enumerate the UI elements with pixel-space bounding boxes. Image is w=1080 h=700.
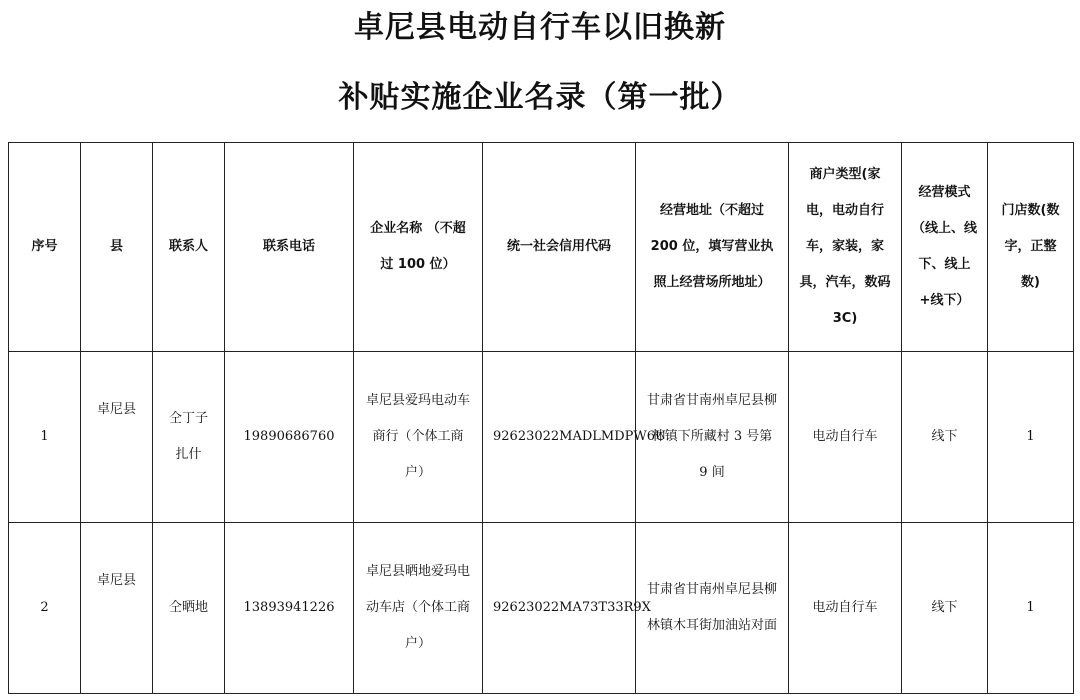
cell-county: 卓尼县 — [81, 352, 153, 523]
cell-merchant-type: 电动自行车 — [789, 352, 902, 523]
cell-credit-code: 92623022MADLMDPW6U — [483, 352, 636, 523]
table-row — [9, 352, 1074, 523]
cell-address: 甘肃省甘南州卓尼县柳林镇木耳街加油站对面 — [636, 523, 789, 694]
header-mode: 经营模式（线上、线下、线上+线下） — [902, 143, 988, 352]
enterprise-table — [8, 142, 1074, 694]
header-company: 企业名称 （不超过 100 位） — [354, 143, 483, 352]
header-merchant-type: 商户类型(家电，电动自行车，家装，家具，汽车，数码3C) — [789, 143, 902, 352]
header-stores: 门店数(数字，正整数) — [988, 143, 1074, 352]
cell-phone: 19890686760 — [225, 352, 354, 523]
header-address: 经营地址（不超过 200 位，填写营业执照上经营场所地址） — [636, 143, 789, 352]
cell-mode: 线下 — [902, 523, 988, 694]
cell-credit-code: 92623022MA73T33R9X — [483, 523, 636, 694]
cell-index: 2 — [9, 523, 81, 694]
cell-phone: 13893941226 — [225, 523, 354, 694]
cell-stores: 1 — [988, 523, 1074, 694]
cell-company: 卓尼县晒地爱玛电动车店（个体工商户） — [354, 523, 483, 694]
cell-address: 甘肃省甘南州卓尼县柳林镇下所藏村 3 号第 9 间 — [636, 352, 789, 523]
header-contact: 联系人 — [153, 143, 225, 352]
cell-contact: 仝晒地 — [153, 523, 225, 694]
header-county: 县 — [81, 143, 153, 352]
cell-mode: 线下 — [902, 352, 988, 523]
header-credit-code: 统一社会信用代码 — [483, 143, 636, 352]
table-header-row — [9, 143, 1074, 352]
cell-merchant-type: 电动自行车 — [789, 523, 902, 694]
header-phone: 联系电话 — [225, 143, 354, 352]
table-row — [9, 523, 1074, 694]
document-title-line-2: 补贴实施企业名录（第一批） — [338, 80, 742, 115]
header-index: 序号 — [9, 143, 81, 352]
cell-company: 卓尼县爱玛电动车商行（个体工商户） — [354, 352, 483, 523]
cell-county: 卓尼县 — [81, 523, 153, 694]
document-title-line-1: 卓尼县电动自行车以旧换新 — [354, 10, 726, 45]
cell-index: 1 — [9, 352, 81, 523]
cell-contact: 仝丁子扎什 — [153, 352, 225, 523]
cell-stores: 1 — [988, 352, 1074, 523]
